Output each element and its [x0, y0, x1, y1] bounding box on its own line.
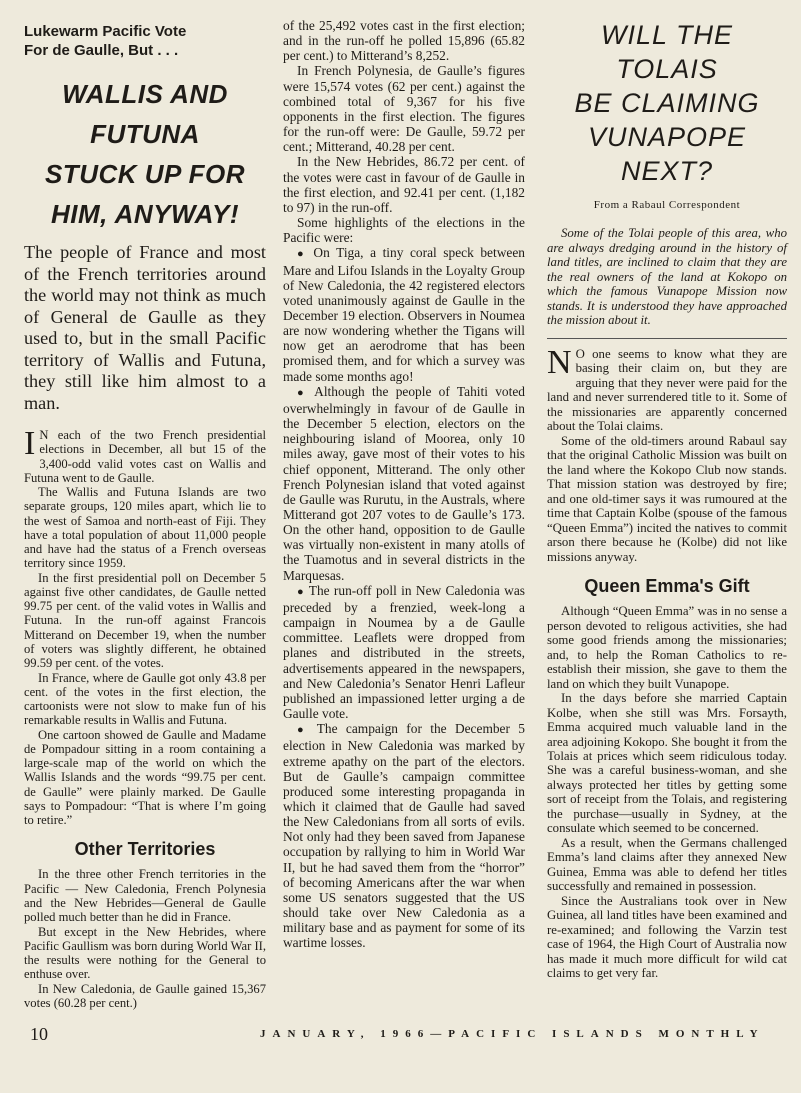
- article-paragraph: of the 25,492 votes cast in the first election; and in the run-off he polled 15,896 (65.82 per cent.) to Mitterand’s 8,252.: [283, 18, 525, 64]
- paragraph-text: O one seems to know what they are basing their claim on, but they are arguing that they never were paid for the land and never surrendered title to it. Some of the missionaries are apparently concerned about the Tolai claims.: [547, 346, 787, 434]
- page-number: 10: [30, 1024, 48, 1044]
- paragraph-text: The run-off poll in New Caledonia was preceded by a frenzied, week-long a campaign in Noumea by a de Gaulle committee. Leaflets were dropped from planes and distributed in the streets, advertisements appeared in the newspapers, and New Caledonia’s Senator Henri Lafleur published an impassioned letter urging a de Gaulle vote.: [283, 582, 525, 722]
- publication-line: JANUARY, 1966—PACIFIC ISLANDS MONTHLY: [260, 1028, 765, 1040]
- article-paragraph: In the New Hebrides, 86.72 per cent. of the votes were cast in favour of de Gaulle in the first election, and 92.41 per cent. (1,182 to 97) in the run-off.: [283, 154, 525, 215]
- intro-paragraph: Some of the Tolai people of this area, who are always dredging around in the history of land titles, are inclined to claim that they are the real owners of the land at Kokopo on which the famous Vunapope Mission now stands. It is understood they have approached the mission about it.: [547, 226, 787, 328]
- article-paragraph: But except in the New Hebrides, where Pacific Gaullism was born during World War II, the results were nothing for the General to enthuse over.: [24, 924, 266, 982]
- article-paragraph: [24, 425, 266, 485]
- article-paragraph: Some of the old-timers around Rabaul say that the original Catholic Mission was built on the land where the Kokopo Club now stands. That mission station was destroyed by fire; and one old-timer says it was rumoured at the time that Captain Kolbe (spouse of the famous “Queen Emma”) incited the natives to commit arson there because he (Kolbe) did not like missions anyway.: [547, 433, 787, 564]
- headline: [547, 18, 787, 188]
- article-paragraph: In the days before she married Captain Kolbe, when she still was Mrs. Forsayth, Emma acquired much valuable land in the area adjoining Kokopo. She bought it from the Tolais at prices which seem ridiculous today. She was a careful business-woman, and she always protected her titles by getting some sort of receipt from the Tolais, and registering the purchase—usually in Sydney, at the consulate which seemed to be concerned.: [547, 691, 787, 836]
- article-paragraph: In France, where de Gaulle got only 43.8 per cent. of the votes in the first election, the cartoonists were not slow to make fun of his remarkable results in Wallis and Futuna.: [24, 670, 266, 728]
- article-paragraph: In New Caledonia, de Gaulle gained 15,367 votes (60.28 per cent.): [24, 981, 266, 1010]
- bullet-paragraph: [283, 583, 525, 721]
- paragraph-text: Although the people of Tahiti voted overwhelmingly in favour of de Gaulle in the December 5 election, electors on the neighbouring island of Moorea, only 10 miles away, gave most of their votes to his chief opponent, Mitterand. The only other French Polynesian island that voted against de Gaulle was Rurutu, in the Australs, where Mitterand got 207 votes to de Gaulle’s 173. On the other hand, opposition to de Gaulle was virtually non-existent in many atolls of the Tuamotus and in several districts in the Marquesas.: [283, 383, 525, 583]
- bullet-icon: ●: [297, 724, 309, 737]
- article-paragraph: Since the Australians took over in New Guinea, all land titles have been examined and re-examined; and following the Varzin test case of 1964, the High Court of Australia now has made it much more difficult for wild cat claims to get very far.: [547, 893, 787, 981]
- article-paragraph: The Wallis and Futuna Islands are two separate groups, 120 miles apart, which lie to the west of Samoa and north-east of Fiji. They have a total population of about 11,000 people and have had the status of a French overseas territory since 1959.: [24, 485, 266, 571]
- right-column: [547, 18, 787, 981]
- bullet-paragraph: [283, 245, 525, 383]
- kicker-line: For de Gaulle, But . . .: [24, 42, 179, 59]
- article-paragraph: One cartoon showed de Gaulle and Madame de Pompadour sitting in a room containing a large-scale map of the world on which the Wallis Islands and the words “99.75 per cent. de Gaulle” were plainly marked. De Gaulle says to Pompadour: “That is where I’m going to retire.”: [24, 727, 266, 828]
- drop-cap: N: [547, 343, 572, 381]
- bullet-icon: ●: [297, 386, 308, 399]
- subheading: Queen Emma's Gift: [584, 576, 750, 597]
- headline-line: BE CLAIMING: [574, 88, 760, 118]
- standfirst: The people of France and most of the French territories around the world may not think as much of General de Gaulle as they used to, but in the small Pacific territory of Wallis and Futuna, they still like him almost to a man.: [24, 242, 266, 413]
- headline-line: STUCK UP FOR: [44, 159, 246, 189]
- bullet-paragraph: [283, 384, 525, 583]
- paragraph-text: The campaign for the December 5 election in New Caledonia was marked by extreme apathy on the part of the electors. But de Gaulle’s campaign committee produced some interesting propaganda in which it claimed that de Gaulle had saved the New Caledonians from all sorts of evils. Not only had they been saved from Japanese occupation by rallying to him in World War II, but he had saved them from the “horror” of becoming Americans after the war when some US senators suggested that the US should take over New Caledonia as a military base and as payment for some of its wartime losses.: [283, 721, 525, 951]
- divider: [547, 338, 787, 339]
- article-paragraph: In the three other French territories in the Pacific — New Caledonia, French Polynesia and the New Hebrides—General de Gaulle polled much better than he did in France.: [24, 867, 266, 925]
- headline-line: VUNAPOPE NEXT?: [587, 122, 747, 186]
- article-paragraph: In the first presidential poll on December 5 against five other candidates, de Gaulle netted 99.75 per cent. of the valid votes in Wallis and Futuna. In the run-off against Francois Mitterand on December 19, when the number of voters was slightly different, he obtained 99.59 per cent. of the votes.: [24, 570, 266, 671]
- bullet-icon: ●: [297, 585, 305, 598]
- article-paragraph: As a result, when the Germans challenged Emma’s land claims after they annexed New Guinea, Emma was able to defend her titles successfully and remained in possession.: [547, 835, 787, 894]
- kicker: [24, 22, 266, 60]
- article-paragraph: [547, 343, 787, 434]
- drop-cap: I: [24, 425, 36, 462]
- article-paragraph: In French Polynesia, de Gaulle’s figures were 15,574 votes (62 per cent.) against the combined total of 9,367 for his five opponents in the first election. The figures for the run-off were: De Gaulle, 59.72 per cent.; Mitterand, 40.28 per cent.: [283, 63, 525, 155]
- kicker-line: Lukewarm Pacific Vote: [24, 23, 187, 40]
- headline-line: WALLIS AND FUTUNA: [62, 79, 228, 149]
- headline: [24, 74, 266, 234]
- article-paragraph: Although “Queen Emma” was in no sense a person devoted to religous activities, she had some good friends among the missionaries; and, to help the Roman Catholics to re-establish their mission, she gave to them the land on which they built Vunapope.: [547, 604, 787, 691]
- middle-column: [283, 18, 525, 951]
- bullet-paragraph: [283, 721, 525, 950]
- left-column: [24, 18, 266, 1010]
- bullet-icon: ●: [297, 248, 307, 261]
- byline: From a Rabaul Correspondent: [593, 199, 741, 211]
- headline-line: HIM, ANYWAY!: [51, 199, 239, 229]
- paragraph-text: N each of the two French presidential elections in December, all but 15 of the 3,400-odd valid votes cast on Wallis and Futuna went to de Gaulle.: [24, 428, 266, 485]
- article-paragraph: Some highlights of the elections in the Pacific were:: [283, 215, 525, 246]
- paragraph-text: On Tiga, a tiny coral speck between Mare and Lifou Islands in the Loyalty Group of New Caledonia, the 42 registered electors voted unanimously against de Gaulle in the December 19 election. Observers in Noumea are now wondering whether the Tigans will now get an aerodrome that has been promised them, and for which a survey was made some months ago!: [283, 245, 525, 384]
- subheading: Other Territories: [74, 839, 216, 860]
- headline-line: WILL THE TOLAIS: [600, 20, 734, 84]
